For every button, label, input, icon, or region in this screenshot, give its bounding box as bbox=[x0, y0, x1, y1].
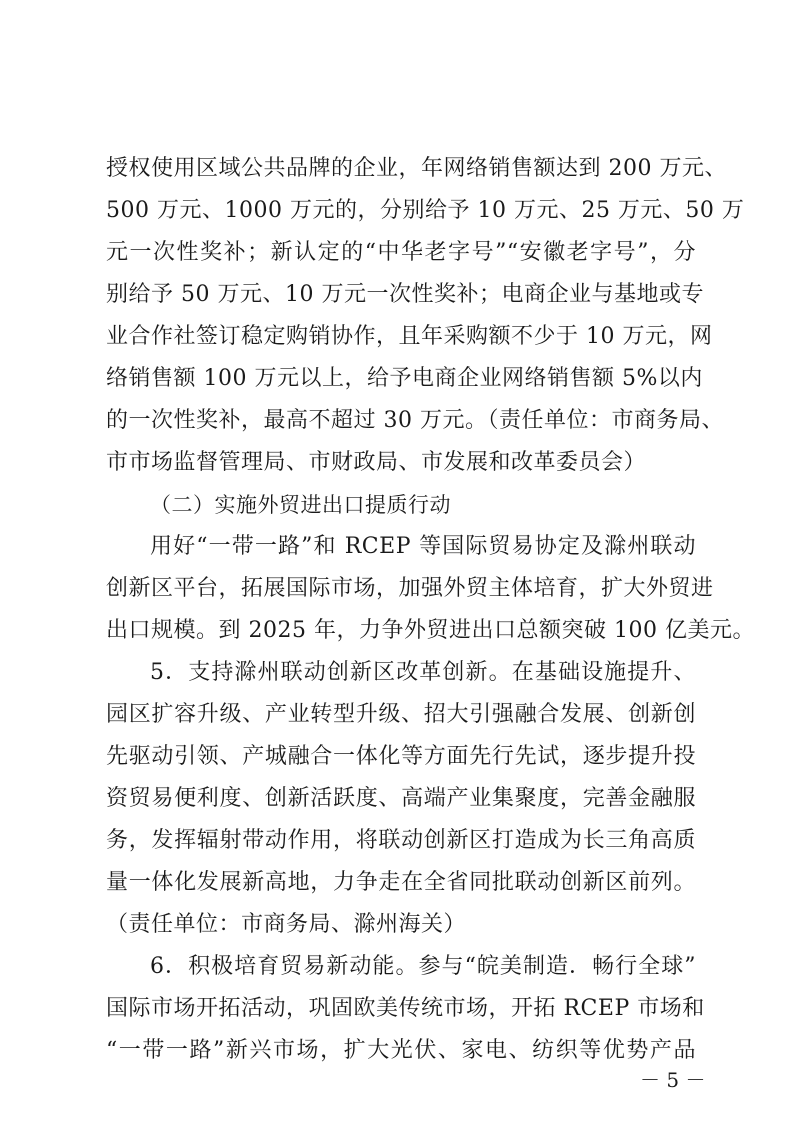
section-heading: （二）实施外贸进出口提质行动 bbox=[150, 493, 451, 517]
body-text-line: 市市场监督管理局、市财政局、市发展和改革委员会） bbox=[106, 450, 647, 475]
paragraph-first-line: 用好“一带一路”和 RCEP 等国际贸易协定及滁州联动 bbox=[150, 534, 696, 559]
body-text-line: 资贸易便利度、创新活跃度、高端产业集聚度，完善金融服 bbox=[106, 786, 696, 811]
page-number: － 5 － bbox=[640, 1068, 706, 1092]
body-text-line: 量一体化发展新高地，力争走在全省同批联动创新区前列。 bbox=[106, 870, 696, 895]
body-text-line: 授权使用区域公共品牌的企业，年网络销售额达到 200 万元、 bbox=[106, 156, 727, 181]
body-text-line: （责任单位：市商务局、滁州海关） bbox=[106, 912, 467, 937]
numbered-item-6: 6．积极培育贸易新动能。参与“皖美制造．畅行全球” bbox=[150, 954, 696, 979]
body-text-line: 创新区平台，拓展国际市场，加强外贸主体培育，扩大外贸进 bbox=[106, 576, 714, 601]
body-text-line: 业合作社签订稳定购销协作，且年采购额不少于 10 万元，网 bbox=[106, 324, 713, 349]
body-text-line: 先驱动引领、产城融合一体化等方面先行先试，逐步提升投 bbox=[106, 744, 696, 769]
body-text-line: 园区扩容升级、产业转型升级、招大引强融合发展、创新创 bbox=[106, 702, 696, 727]
body-text-line: “一带一路”新兴市场，扩大光伏、家电、纺织等优势产品 bbox=[106, 1038, 696, 1063]
body-text-line: 500 万元、1000 万元的，分别给予 10 万元、25 万元、50 万 bbox=[106, 198, 745, 223]
numbered-item-5: 5．支持滁州联动创新区改革创新。在基础设施提升、 bbox=[150, 660, 696, 685]
body-text-line: 别给予 50 万元、10 万元一次性奖补；电商企业与基地或专 bbox=[106, 282, 704, 307]
body-text-line: 络销售额 100 万元以上，给予电商企业网络销售额 5%以内 bbox=[106, 366, 703, 391]
body-text-line: 元一次性奖补；新认定的“中华老字号”“安徽老字号”，分 bbox=[106, 240, 696, 265]
body-text-line: 出口规模。到 2025 年，力争外贸进出口总额突破 100 亿美元。 bbox=[106, 618, 755, 643]
body-text-line: 务，发挥辐射带动作用，将联动创新区打造成为长三角高质 bbox=[106, 828, 696, 853]
body-text-line: 国际市场开拓活动，巩固欧美传统市场，开拓 RCEP 市场和 bbox=[106, 996, 705, 1021]
body-text-line: 的一次性奖补，最高不超过 30 万元。（责任单位：市商务局、 bbox=[106, 408, 724, 433]
